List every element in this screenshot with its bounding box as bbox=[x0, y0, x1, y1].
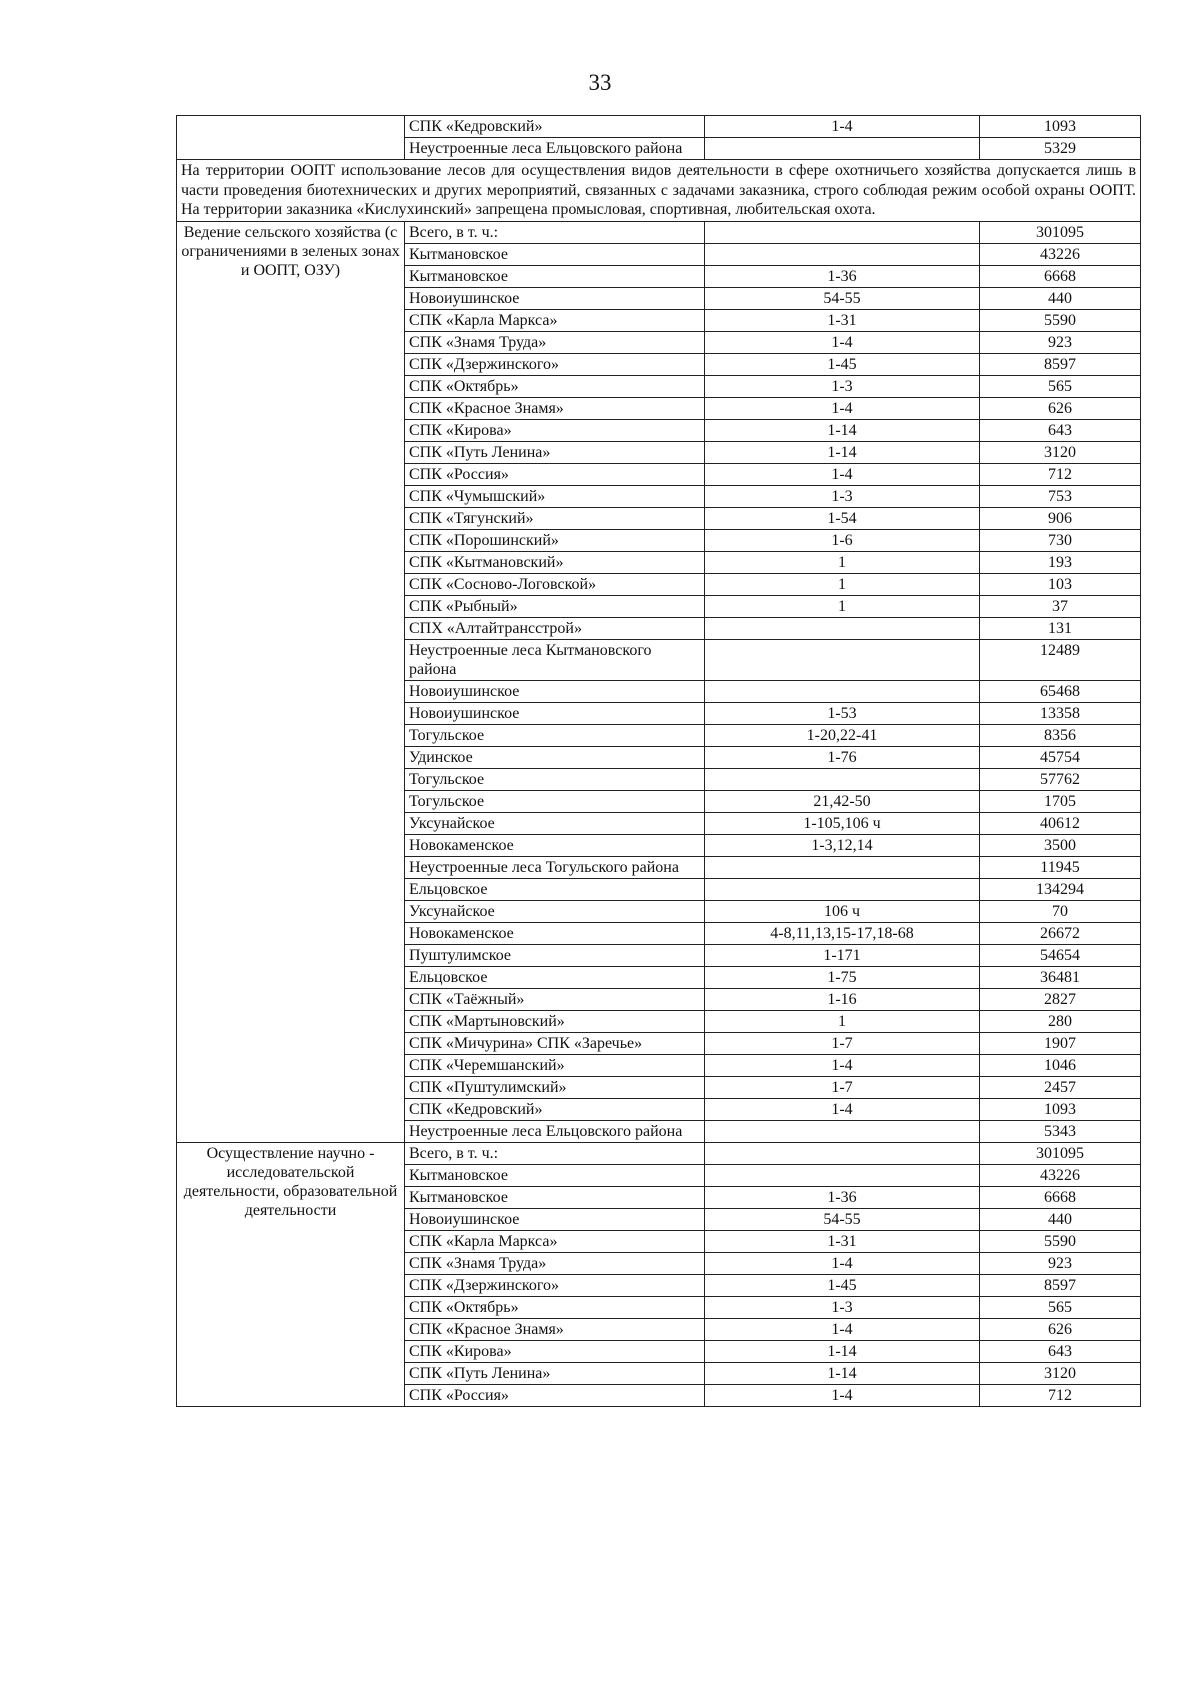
area-cell: 8597 bbox=[980, 1274, 1141, 1296]
quarters-cell bbox=[705, 856, 980, 878]
area-cell: 626 bbox=[980, 397, 1141, 419]
forestry-name-cell: Удинское bbox=[405, 746, 705, 768]
activity-cell bbox=[177, 116, 405, 160]
area-cell: 36481 bbox=[980, 966, 1141, 988]
area-cell: 923 bbox=[980, 331, 1141, 353]
quarters-cell: 1-14 bbox=[705, 441, 980, 463]
quarters-cell: 54-55 bbox=[705, 1208, 980, 1230]
quarters-cell: 1 bbox=[705, 573, 980, 595]
area-cell: 1093 bbox=[980, 116, 1141, 138]
area-cell: 40612 bbox=[980, 812, 1141, 834]
area-cell: 5590 bbox=[980, 309, 1141, 331]
area-cell: 301095 bbox=[980, 221, 1141, 243]
forestry-name-cell: Новоиушинское bbox=[405, 680, 705, 702]
area-cell: 923 bbox=[980, 1252, 1141, 1274]
quarters-cell: 1 bbox=[705, 1010, 980, 1032]
quarters-cell: 1-4 bbox=[705, 1384, 980, 1406]
forestry-name-cell: Неустроенные леса Кытмановского района bbox=[405, 639, 705, 680]
quarters-cell bbox=[705, 1142, 980, 1164]
quarters-cell: 1-4 bbox=[705, 1252, 980, 1274]
quarters-cell: 1-76 bbox=[705, 746, 980, 768]
area-cell: 134294 bbox=[980, 878, 1141, 900]
area-cell: 8597 bbox=[980, 353, 1141, 375]
forestry-name-cell: Новоиушинское bbox=[405, 1208, 705, 1230]
area-cell: 13358 bbox=[980, 702, 1141, 724]
quarters-cell: 1-20,22-41 bbox=[705, 724, 980, 746]
forestry-name-cell: СПК «Кедровский» bbox=[405, 1098, 705, 1120]
area-cell: 54654 bbox=[980, 944, 1141, 966]
activity-type-cell: Осуществление научно - исследовательской деятельности, образовательной деятельности bbox=[177, 1142, 405, 1406]
quarters-cell: 1-31 bbox=[705, 1230, 980, 1252]
forestry-name-cell: Новокаменское bbox=[405, 922, 705, 944]
quarters-cell: 1-45 bbox=[705, 353, 980, 375]
area-cell: 1705 bbox=[980, 790, 1141, 812]
quarters-cell: 1-7 bbox=[705, 1076, 980, 1098]
area-cell: 5329 bbox=[980, 138, 1141, 160]
quarters-cell: 1-6 bbox=[705, 529, 980, 551]
quarters-cell bbox=[705, 1164, 980, 1186]
quarters-cell: 54-55 bbox=[705, 287, 980, 309]
forestry-name-cell: Уксунайское bbox=[405, 812, 705, 834]
area-cell: 753 bbox=[980, 485, 1141, 507]
table-row bbox=[177, 221, 1141, 243]
quarters-cell: 1-36 bbox=[705, 1186, 980, 1208]
area-cell: 45754 bbox=[980, 746, 1141, 768]
table-row bbox=[177, 116, 1141, 138]
area-cell: 3500 bbox=[980, 834, 1141, 856]
area-cell: 6668 bbox=[980, 1186, 1141, 1208]
forestry-name-cell: Новоиушинское bbox=[405, 287, 705, 309]
area-cell: 2827 bbox=[980, 988, 1141, 1010]
forestry-name-cell: СПК «Знамя Труда» bbox=[405, 331, 705, 353]
forestry-name-cell: СПК «Красное Знамя» bbox=[405, 397, 705, 419]
area-cell: 730 bbox=[980, 529, 1141, 551]
quarters-cell: 1-171 bbox=[705, 944, 980, 966]
quarters-cell: 1-14 bbox=[705, 419, 980, 441]
quarters-cell: 1-14 bbox=[705, 1340, 980, 1362]
area-cell: 193 bbox=[980, 551, 1141, 573]
forestry-name-cell: Пуштулимское bbox=[405, 944, 705, 966]
quarters-cell: 1-36 bbox=[705, 265, 980, 287]
area-cell: 43226 bbox=[980, 243, 1141, 265]
area-cell: 280 bbox=[980, 1010, 1141, 1032]
area-cell: 5343 bbox=[980, 1120, 1141, 1142]
forestry-name-cell: СПК «Кирова» bbox=[405, 1340, 705, 1362]
area-cell: 1046 bbox=[980, 1054, 1141, 1076]
forestry-name-cell: СПК «Сосново-Логовской» bbox=[405, 573, 705, 595]
area-cell: 906 bbox=[980, 507, 1141, 529]
area-cell: 103 bbox=[980, 573, 1141, 595]
activity-type-cell: Ведение сельского хозяйства (с ограничениями в зеленых зонах и ООПТ, ОЗУ) bbox=[177, 221, 405, 1142]
forestry-name-cell: СПК «Тягунский» bbox=[405, 507, 705, 529]
forestry-name-cell: СПК «Черемшанский» bbox=[405, 1054, 705, 1076]
forestry-name-cell: Новокаменское bbox=[405, 834, 705, 856]
area-cell: 5590 bbox=[980, 1230, 1141, 1252]
forestry-name-cell: СПК «Рыбный» bbox=[405, 595, 705, 617]
area-cell: 440 bbox=[980, 287, 1141, 309]
forestry-name-cell: Кытмановское bbox=[405, 243, 705, 265]
forestry-name-cell: Тогульское bbox=[405, 790, 705, 812]
quarters-cell: 106 ч bbox=[705, 900, 980, 922]
quarters-cell: 4-8,11,13,15-17,18-68 bbox=[705, 922, 980, 944]
quarters-cell: 1-75 bbox=[705, 966, 980, 988]
forestry-name-cell: Ельцовское bbox=[405, 878, 705, 900]
forestry-name-cell: СПК «Красное Знамя» bbox=[405, 1318, 705, 1340]
area-cell: 565 bbox=[980, 1296, 1141, 1318]
area-cell: 43226 bbox=[980, 1164, 1141, 1186]
forestry-name-cell: СПК «Пуштулимский» bbox=[405, 1076, 705, 1098]
quarters-cell: 1-4 bbox=[705, 331, 980, 353]
forestry-name-cell: Ельцовское bbox=[405, 966, 705, 988]
forestry-name-cell: Неустроенные леса Ельцовского района bbox=[405, 1120, 705, 1142]
quarters-cell bbox=[705, 1120, 980, 1142]
area-cell: 57762 bbox=[980, 768, 1141, 790]
forestry-name-cell: Кытмановское bbox=[405, 265, 705, 287]
quarters-cell bbox=[705, 680, 980, 702]
forestry-name-cell: СПК «Кирова» bbox=[405, 419, 705, 441]
area-cell: 1093 bbox=[980, 1098, 1141, 1120]
forestry-name-cell: СПК «Кедровский» bbox=[405, 116, 705, 138]
quarters-cell: 1 bbox=[705, 551, 980, 573]
forestry-name-cell: СПК «Таёжный» bbox=[405, 988, 705, 1010]
quarters-cell bbox=[705, 768, 980, 790]
forestry-name-cell: СПХ «Алтайтрансстрой» bbox=[405, 617, 705, 639]
forestry-name-cell: Новоиушинское bbox=[405, 702, 705, 724]
area-cell: 565 bbox=[980, 375, 1141, 397]
quarters-cell: 1-45 bbox=[705, 1274, 980, 1296]
forestry-name-cell: СПК «Путь Ленина» bbox=[405, 1362, 705, 1384]
forestry-name-cell: СПК «Мартыновский» bbox=[405, 1010, 705, 1032]
quarters-cell: 1-4 bbox=[705, 116, 980, 138]
quarters-cell: 1-53 bbox=[705, 702, 980, 724]
quarters-cell: 1-3 bbox=[705, 485, 980, 507]
quarters-cell: 1 bbox=[705, 595, 980, 617]
quarters-cell: 1-4 bbox=[705, 1054, 980, 1076]
forestry-name-cell: СПК «Россия» bbox=[405, 1384, 705, 1406]
area-cell: 643 bbox=[980, 1340, 1141, 1362]
quarters-cell bbox=[705, 138, 980, 160]
forestry-name-cell: СПК «Путь Ленина» bbox=[405, 441, 705, 463]
forestry-name-cell: СПК «Чумышский» bbox=[405, 485, 705, 507]
forestry-name-cell: СПК «Россия» bbox=[405, 463, 705, 485]
forestry-name-cell: Тогульское bbox=[405, 724, 705, 746]
forestry-name-cell: СПК «Октябрь» bbox=[405, 375, 705, 397]
forestry-name-cell: Уксунайское bbox=[405, 900, 705, 922]
area-cell: 6668 bbox=[980, 265, 1141, 287]
area-cell: 8356 bbox=[980, 724, 1141, 746]
area-cell: 440 bbox=[980, 1208, 1141, 1230]
quarters-cell: 1-14 bbox=[705, 1362, 980, 1384]
area-cell: 3120 bbox=[980, 1362, 1141, 1384]
forestry-name-cell: СПК «Карла Маркса» bbox=[405, 309, 705, 331]
forestry-name-cell: Всего, в т. ч.: bbox=[405, 221, 705, 243]
forestry-name-cell: СПК «Дзержинского» bbox=[405, 353, 705, 375]
forestry-name-cell: Неустроенные леса Тогульского района bbox=[405, 856, 705, 878]
forestry-name-cell: СПК «Кытмановский» bbox=[405, 551, 705, 573]
area-cell: 12489 bbox=[980, 639, 1141, 680]
table-row bbox=[177, 1142, 1141, 1164]
forestry-name-cell: Тогульское bbox=[405, 768, 705, 790]
quarters-cell: 1-3 bbox=[705, 375, 980, 397]
area-cell: 131 bbox=[980, 617, 1141, 639]
forestry-name-cell: СПК «Мичурина» СПК «Заречье» bbox=[405, 1032, 705, 1054]
forestry-name-cell: Всего, в т. ч.: bbox=[405, 1142, 705, 1164]
area-cell: 65468 bbox=[980, 680, 1141, 702]
forestry-name-cell: Кытмановское bbox=[405, 1186, 705, 1208]
quarters-cell: 1-54 bbox=[705, 507, 980, 529]
forestry-name-cell: СПК «Дзержинского» bbox=[405, 1274, 705, 1296]
area-cell: 1907 bbox=[980, 1032, 1141, 1054]
area-cell: 70 bbox=[980, 900, 1141, 922]
quarters-cell: 1-105,106 ч bbox=[705, 812, 980, 834]
quarters-cell: 1-4 bbox=[705, 463, 980, 485]
forestry-name-cell: СПК «Порошинский» bbox=[405, 529, 705, 551]
area-cell: 643 bbox=[980, 419, 1141, 441]
quarters-cell: 1-31 bbox=[705, 309, 980, 331]
quarters-cell bbox=[705, 243, 980, 265]
quarters-cell: 1-4 bbox=[705, 397, 980, 419]
quarters-cell: 1-4 bbox=[705, 1098, 980, 1120]
area-cell: 3120 bbox=[980, 441, 1141, 463]
area-cell: 26672 bbox=[980, 922, 1141, 944]
note-text: На территории ООПТ использование лесов для осуществления видов деятельности в сфере охотничьего хозяйства допускается лишь в части проведения биотехнических и других мероприятий, связанных с задачами заказника, строго соблюдая режим особой охраны ООПТ. На территории заказника «Кислухинский» запрещена промысловая, спортивная, любительская охота. bbox=[177, 160, 1141, 222]
forestry-name-cell: Кытмановское bbox=[405, 1164, 705, 1186]
area-cell: 2457 bbox=[980, 1076, 1141, 1098]
forestry-name-cell: СПК «Карла Маркса» bbox=[405, 1230, 705, 1252]
quarters-cell: 1-7 bbox=[705, 1032, 980, 1054]
quarters-cell bbox=[705, 639, 980, 680]
quarters-cell: 1-4 bbox=[705, 1318, 980, 1340]
area-cell: 301095 bbox=[980, 1142, 1141, 1164]
quarters-cell: 1-3,12,14 bbox=[705, 834, 980, 856]
quarters-cell: 1-16 bbox=[705, 988, 980, 1010]
area-cell: 712 bbox=[980, 1384, 1141, 1406]
forestry-name-cell: СПК «Знамя Труда» bbox=[405, 1252, 705, 1274]
quarters-cell bbox=[705, 221, 980, 243]
area-cell: 626 bbox=[980, 1318, 1141, 1340]
forestry-name-cell: Неустроенные леса Ельцовского района bbox=[405, 138, 705, 160]
area-cell: 37 bbox=[980, 595, 1141, 617]
table-row bbox=[177, 160, 1141, 222]
area-cell: 11945 bbox=[980, 856, 1141, 878]
quarters-cell bbox=[705, 878, 980, 900]
forest-use-table bbox=[176, 115, 1141, 1407]
quarters-cell: 1-3 bbox=[705, 1296, 980, 1318]
area-cell: 712 bbox=[980, 463, 1141, 485]
forestry-name-cell: СПК «Октябрь» bbox=[405, 1296, 705, 1318]
page-number: 33 bbox=[588, 70, 612, 95]
quarters-cell: 21,42-50 bbox=[705, 790, 980, 812]
quarters-cell bbox=[705, 617, 980, 639]
